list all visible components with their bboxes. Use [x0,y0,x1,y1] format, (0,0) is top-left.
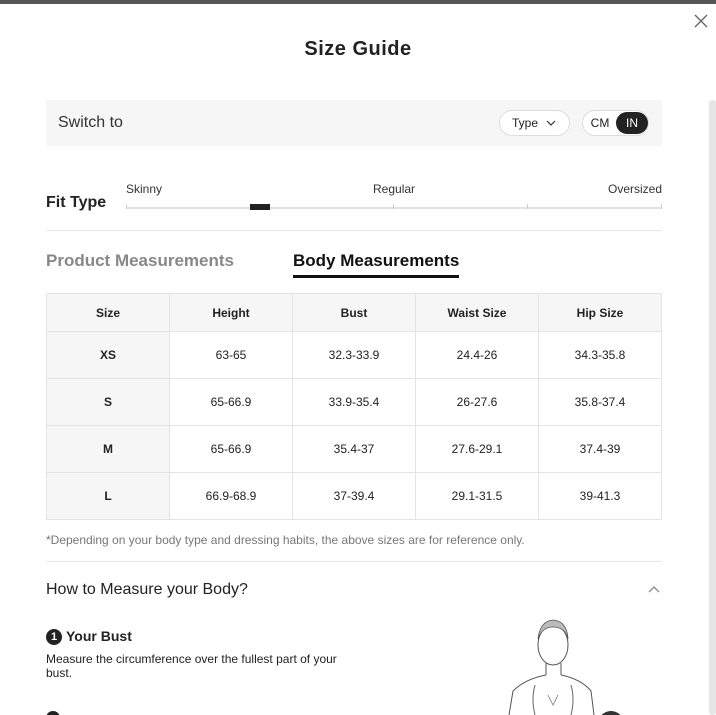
table-cell: 35.8-37.4 [539,379,662,426]
unit-cm-option[interactable]: CM [590,116,610,130]
switch-label: Switch to [58,114,123,131]
chevron-up-icon[interactable] [647,584,661,594]
table-row [47,332,662,379]
table-cell-size: XS [47,332,170,379]
table-cell: 65-66.9 [170,426,293,473]
close-icon [692,12,710,30]
table-cell: 66.9-68.9 [170,473,293,520]
table-cell: 29.1-31.5 [416,473,539,520]
close-button[interactable] [692,12,710,30]
bust-illustration [505,615,595,715]
table-row [47,426,662,473]
table-cell: 35.4-37 [293,426,416,473]
step-title-bust [46,628,132,645]
table-cell-size: L [47,473,170,520]
table-cell: 37-39.4 [293,473,416,520]
table-cell: 33.9-35.4 [293,379,416,426]
fit-scale-tick [126,204,127,209]
top-border [0,0,716,4]
table-cell: 26-27.6 [416,379,539,426]
unit-in-option[interactable]: IN [616,112,648,134]
how-to-measure-title[interactable]: How to Measure your Body? [46,581,248,598]
reference-note: *Depending on your body type and dressing habits, the above sizes are for reference only. [46,533,525,547]
table-cell: 37.4-39 [539,426,662,473]
next-step-badge [46,711,60,715]
header-size: Size [47,294,170,332]
table-header-row [47,294,662,332]
chevron-down-icon [546,119,556,127]
step-description-bust: Measure the circumference over the fullest part of your bust. [46,652,337,680]
fit-scale-marker [250,204,270,210]
fit-option-skinny: Skinny [126,182,163,196]
fit-scale-tick [393,204,394,209]
table-cell: 63-65 [170,332,293,379]
scrollbar[interactable] [709,100,716,715]
header-height: Height [170,294,293,332]
tab-body-measurements[interactable]: Body Measurements [293,251,459,278]
modal-title: Size Guide [304,38,412,60]
divider [46,561,662,562]
fit-scale-tick [527,204,528,209]
type-select-label: Type [512,116,539,130]
fit-scale-track [126,207,662,209]
table-cell-size: M [47,426,170,473]
illustration-marker [598,711,624,715]
header-bust: Bust [293,294,416,332]
unit-toggle[interactable] [582,110,649,136]
header-waist: Waist Size [416,294,539,332]
step-title-label: Your Bust [66,628,132,644]
fit-option-regular: Regular [373,182,416,196]
fit-option-oversized: Oversized [608,182,663,196]
table-cell: 39-41.3 [539,473,662,520]
header-hip: Hip Size [539,294,662,332]
table-cell: 27.6-29.1 [416,426,539,473]
tab-product-measurements[interactable]: Product Measurements [46,251,234,270]
table-row [47,379,662,426]
fit-scale-tick [661,204,662,209]
step-number-badge: 1 [46,629,62,645]
table-cell: 65-66.9 [170,379,293,426]
table-cell: 34.3-35.8 [539,332,662,379]
switch-bar [46,100,662,146]
size-table [46,293,662,520]
table-cell: 32.3-33.9 [293,332,416,379]
table-cell-size: S [47,379,170,426]
divider [46,230,662,231]
table-cell: 24.4-26 [416,332,539,379]
fit-type-label: Fit Type [46,194,107,211]
type-select[interactable] [499,110,570,136]
table-row [47,473,662,520]
